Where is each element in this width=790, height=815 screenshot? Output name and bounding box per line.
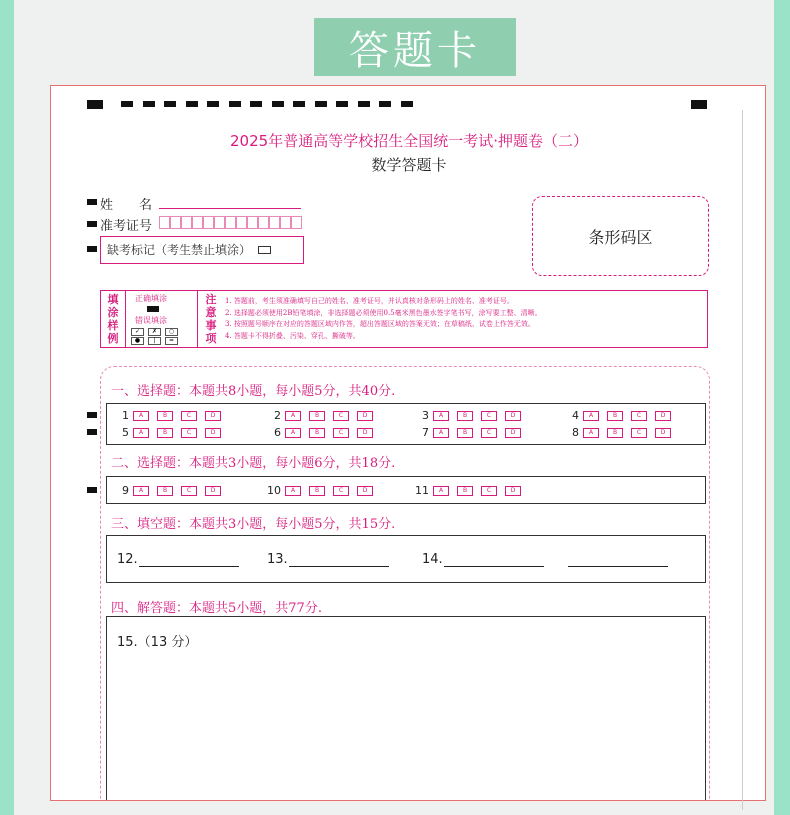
option-d-bubble[interactable]: D xyxy=(357,486,373,496)
absent-label: 缺考标记（考生禁止填涂） xyxy=(107,243,252,257)
id-number-boxes[interactable] xyxy=(159,216,302,229)
fill-example-char: 填 xyxy=(107,293,119,306)
side-mark xyxy=(87,487,97,493)
option-d-bubble[interactable]: D xyxy=(505,486,521,496)
correct-fill-sample xyxy=(147,306,159,312)
timing-dash xyxy=(358,101,370,107)
wrong-sample-cross: ✗ xyxy=(148,328,161,336)
correct-fill-label: 正确填涂 xyxy=(135,294,167,303)
timing-dash xyxy=(229,101,241,107)
page-edge xyxy=(742,110,753,810)
question-number: 3 xyxy=(422,409,429,422)
fill-blank-number: 14. xyxy=(422,552,443,567)
fill-blank-14[interactable] xyxy=(422,552,544,567)
mc-question-3 xyxy=(415,409,529,422)
wrong-sample-half: | xyxy=(148,337,161,345)
option-c-bubble[interactable]: C xyxy=(481,486,497,496)
id-digit-box[interactable] xyxy=(181,216,192,229)
notice-char: 事 xyxy=(205,319,217,332)
mc-question-4 xyxy=(565,409,679,422)
option-a-bubble[interactable]: A xyxy=(285,411,301,421)
timing-mark xyxy=(691,100,707,109)
option-d-bubble[interactable]: D xyxy=(205,428,221,438)
question-number: 6 xyxy=(274,426,281,439)
option-b-bubble[interactable]: B xyxy=(607,411,623,421)
fill-example-char: 例 xyxy=(107,332,119,345)
option-c-bubble[interactable]: C xyxy=(631,411,647,421)
wrong-fill-label: 错误填涂 xyxy=(135,316,167,325)
side-mark xyxy=(87,246,97,252)
option-b-bubble[interactable]: B xyxy=(309,411,325,421)
question-number: 1 xyxy=(122,409,129,422)
side-mark xyxy=(87,412,97,418)
section-4-heading xyxy=(111,597,322,616)
name-label: 姓 名 xyxy=(100,198,153,213)
question-number: 7 xyxy=(422,426,429,439)
question-number: 4 xyxy=(572,409,579,422)
option-b-bubble[interactable]: B xyxy=(457,486,473,496)
option-b-bubble[interactable]: B xyxy=(157,428,173,438)
option-b-bubble[interactable]: B xyxy=(309,486,325,496)
mc-box-1 xyxy=(106,403,706,445)
option-b-bubble[interactable]: B xyxy=(157,486,173,496)
option-b-bubble[interactable]: B xyxy=(607,428,623,438)
id-digit-box[interactable] xyxy=(203,216,214,229)
side-mark xyxy=(87,221,97,227)
section-3-heading xyxy=(111,513,395,532)
section-1-label: 一、选择题： xyxy=(111,384,190,399)
id-label: 准考证号 xyxy=(100,219,153,234)
option-a-bubble[interactable]: A xyxy=(285,428,301,438)
fill-blank-number: 13. xyxy=(267,552,288,567)
section-2-heading xyxy=(111,452,395,471)
option-b-bubble[interactable]: B xyxy=(309,428,325,438)
option-d-bubble[interactable]: D xyxy=(205,486,221,496)
notice-char: 注 xyxy=(205,293,217,306)
timing-dash xyxy=(401,101,413,107)
option-d-bubble[interactable]: D xyxy=(505,428,521,438)
id-digit-box[interactable] xyxy=(247,216,258,229)
exam-title: 2025年普通高等学校招生全国统一考试·押题卷（二） xyxy=(230,132,588,150)
fill-blank-extra-line[interactable] xyxy=(567,552,668,567)
mc-question-1 xyxy=(115,409,229,422)
section-4-desc: 本题共5小题，共77分. xyxy=(189,601,322,616)
fill-guide-divider xyxy=(197,291,198,347)
mc-question-11 xyxy=(415,484,529,497)
wrong-sample-check: ✓ xyxy=(131,328,144,336)
notice-chars xyxy=(205,293,217,345)
notice-char: 意 xyxy=(205,306,217,319)
section-2-desc: 本题共3小题，每小题6分，共18分. xyxy=(189,456,396,471)
timing-dash xyxy=(315,101,327,107)
barcode-area: 条形码区 xyxy=(532,196,709,276)
option-d-bubble[interactable]: D xyxy=(357,428,373,438)
option-a-bubble[interactable]: A xyxy=(133,428,149,438)
option-a-bubble[interactable]: A xyxy=(133,411,149,421)
notice-char: 项 xyxy=(205,332,217,345)
timing-dash xyxy=(250,101,262,107)
option-c-bubble[interactable]: C xyxy=(481,428,497,438)
option-c-bubble[interactable]: C xyxy=(333,486,349,496)
section-4-label: 四、解答题： xyxy=(111,601,190,616)
notice-line: 3. 按照题号顺序在对应的答题区域内作答，超出答题区域的答案无效；在草稿纸、试卷上作答无效。 xyxy=(225,320,535,328)
option-c-bubble[interactable]: C xyxy=(181,428,197,438)
question-15-box[interactable] xyxy=(106,616,706,801)
option-a-bubble[interactable]: A xyxy=(433,486,449,496)
timing-mark xyxy=(87,100,103,109)
timing-dash xyxy=(336,101,348,107)
option-c-bubble[interactable]: C xyxy=(481,411,497,421)
fill-example-chars xyxy=(107,293,119,345)
fill-blank-line[interactable] xyxy=(444,552,544,567)
page-background xyxy=(14,0,774,815)
section-1-heading xyxy=(111,380,395,399)
side-mark xyxy=(87,199,97,205)
timing-dash xyxy=(143,101,155,107)
id-digit-box[interactable] xyxy=(291,216,302,229)
timing-dash xyxy=(164,101,176,107)
option-a-bubble[interactable]: A xyxy=(433,411,449,421)
option-d-bubble[interactable]: D xyxy=(505,411,521,421)
mc-question-5 xyxy=(115,426,229,439)
mc-box-2 xyxy=(106,476,706,504)
mc-question-7 xyxy=(415,426,529,439)
option-c-bubble[interactable]: C xyxy=(181,411,197,421)
wrong-sample-circle: ○ xyxy=(165,328,178,336)
id-digit-box[interactable] xyxy=(258,216,269,229)
wrong-sample-dot: ● xyxy=(131,337,144,345)
question-number: 2 xyxy=(274,409,281,422)
option-c-bubble[interactable]: C xyxy=(333,428,349,438)
option-d-bubble[interactable]: D xyxy=(357,411,373,421)
mc-question-2 xyxy=(267,409,381,422)
fill-blank-line[interactable] xyxy=(289,552,389,567)
mc-question-9 xyxy=(115,484,229,497)
question-number: 10 xyxy=(267,484,281,497)
id-digit-box[interactable] xyxy=(214,216,225,229)
fill-guide-box xyxy=(100,290,708,348)
id-digit-box[interactable] xyxy=(192,216,203,229)
mc-question-8 xyxy=(565,426,679,439)
fill-blank-line[interactable] xyxy=(139,552,239,567)
side-mark xyxy=(87,429,97,435)
fill-example-char: 样 xyxy=(107,319,119,332)
timing-dash xyxy=(272,101,284,107)
section-3-desc: 本题共3小题，每小题5分，共15分. xyxy=(189,517,396,532)
option-d-bubble[interactable]: D xyxy=(205,411,221,421)
notice-text xyxy=(225,296,542,342)
wrong-sample-line: = xyxy=(165,337,178,345)
absent-mark-box xyxy=(100,236,304,264)
mc-question-10 xyxy=(267,484,381,497)
notice-line: 4. 答题卡不得折叠、污染、穿孔、撕破等。 xyxy=(225,331,360,340)
option-a-bubble[interactable]: A xyxy=(133,486,149,496)
wrong-fill-samples xyxy=(131,327,193,345)
section-3-label: 三、填空题： xyxy=(111,517,190,532)
notice-line: 2. 选择题必须使用2B铅笔填涂，非选择题必须使用0.5毫米黑色墨水签字笔书写，涂写要工整、清晰。 xyxy=(225,308,542,317)
fill-blank-number: 12. xyxy=(117,552,138,567)
name-field[interactable] xyxy=(159,208,301,209)
fill-blank-line[interactable] xyxy=(568,552,668,567)
fill-guide-divider xyxy=(125,291,126,347)
option-a-bubble[interactable]: A xyxy=(433,428,449,438)
id-digit-box[interactable] xyxy=(159,216,170,229)
mc-question-6 xyxy=(267,426,381,439)
id-digit-box[interactable] xyxy=(280,216,291,229)
question-15-label: 15.（13 分） xyxy=(117,635,198,650)
option-b-bubble[interactable]: B xyxy=(157,411,173,421)
option-d-bubble[interactable]: D xyxy=(655,411,671,421)
answer-sheet xyxy=(50,85,766,801)
id-digit-box[interactable] xyxy=(225,216,236,229)
option-b-bubble[interactable]: B xyxy=(457,411,473,421)
option-a-bubble[interactable]: A xyxy=(285,486,301,496)
option-c-bubble[interactable]: C xyxy=(333,411,349,421)
fill-blank-13[interactable] xyxy=(267,552,389,567)
option-c-bubble[interactable]: C xyxy=(631,428,647,438)
option-b-bubble[interactable]: B xyxy=(457,428,473,438)
option-d-bubble[interactable]: D xyxy=(655,428,671,438)
sheet-subtitle: 数学答题卡 xyxy=(371,156,447,174)
option-a-bubble[interactable]: A xyxy=(583,428,599,438)
notice-line: 1. 答题前，考生须准确填写自己的姓名、准考证号，并认真核对条形码上的姓名、准考证号。 xyxy=(225,297,514,305)
absent-checkbox[interactable] xyxy=(258,246,271,254)
fill-blank-box xyxy=(106,535,706,583)
timing-dash xyxy=(186,101,198,107)
section-2-label: 二、选择题： xyxy=(111,456,190,471)
option-a-bubble[interactable]: A xyxy=(583,411,599,421)
timing-dash xyxy=(379,101,391,107)
section-1-desc: 本题共8小题，每小题5分，共40分. xyxy=(189,384,396,399)
option-c-bubble[interactable]: C xyxy=(181,486,197,496)
fill-blank-12[interactable] xyxy=(117,552,239,567)
question-number: 8 xyxy=(572,426,579,439)
fill-example-char: 涂 xyxy=(107,306,119,319)
id-digit-box[interactable] xyxy=(269,216,280,229)
timing-dash xyxy=(121,101,133,107)
id-digit-box[interactable] xyxy=(236,216,247,229)
id-digit-box[interactable] xyxy=(170,216,181,229)
question-number: 11 xyxy=(415,484,429,497)
question-number: 9 xyxy=(122,484,129,497)
timing-dash xyxy=(207,101,219,107)
banner-title: 答题卡 xyxy=(314,18,516,76)
question-number: 5 xyxy=(122,426,129,439)
timing-dash xyxy=(293,101,305,107)
